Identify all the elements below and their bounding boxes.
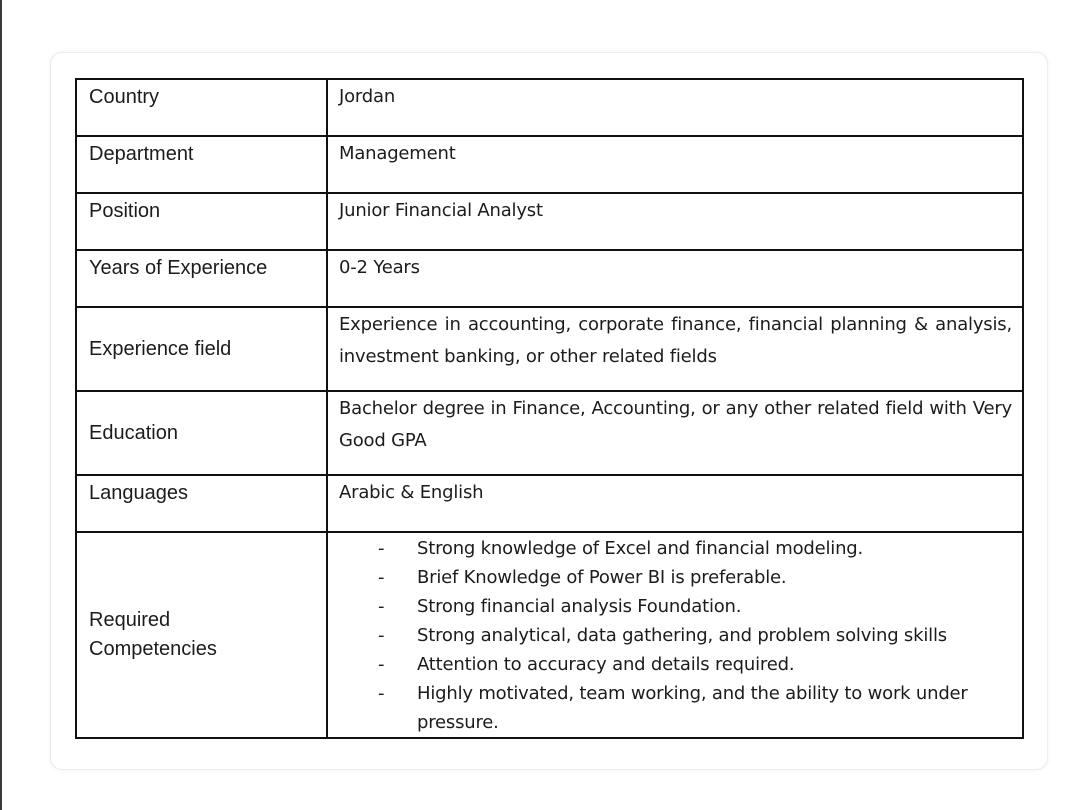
dash-bullet: -	[378, 596, 385, 617]
table-row-department	[76, 136, 1023, 193]
row-label: Experience field	[76, 307, 327, 391]
table-row-required-competencies	[76, 532, 1023, 738]
table-row-languages	[76, 475, 1023, 532]
screen-edge	[0, 0, 2, 810]
row-label: Country	[76, 79, 327, 136]
row-label: Languages	[76, 475, 327, 532]
table-row-experience-field	[76, 307, 1023, 391]
row-label: Education	[76, 391, 327, 475]
table-row-position	[76, 193, 1023, 250]
list-item: - Strong analytical, data gathering, and problem solving skills	[328, 621, 1012, 650]
dash-bullet: -	[378, 654, 385, 675]
dash-bullet: -	[378, 567, 385, 588]
table-row-country	[76, 79, 1023, 136]
list-item: - Brief Knowledge of Power BI is preferable.	[328, 563, 1012, 592]
row-label-line-1: Required	[89, 609, 171, 631]
row-value: 0-2 Years	[327, 250, 1023, 307]
dash-bullet: -	[378, 625, 385, 646]
table-row-years-of-experience	[76, 250, 1023, 307]
row-value: Jordan	[327, 79, 1023, 136]
row-label: Department	[76, 136, 327, 193]
list-item: - Attention to accuracy and details required.	[328, 650, 1012, 679]
row-label: Years of Experience	[76, 250, 327, 307]
row-value: Junior Financial Analyst	[327, 193, 1023, 250]
competencies-list	[328, 534, 1012, 737]
row-label: Position	[76, 193, 327, 250]
list-item: - Strong knowledge of Excel and financial modeling.	[328, 534, 1012, 563]
dash-bullet: -	[378, 538, 385, 559]
row-label-line-2: Competencies	[89, 638, 217, 660]
row-value: Bachelor degree in Finance, Accounting, or any other related field with Very Good GPA	[327, 391, 1023, 475]
row-label	[76, 532, 327, 738]
dash-bullet: -	[378, 683, 385, 704]
list-item: - Strong financial analysis Foundation.	[328, 592, 1012, 621]
table-row-education	[76, 391, 1023, 475]
job-details-table	[75, 78, 1024, 739]
row-value: Arabic & English	[327, 475, 1023, 532]
row-value: Experience in accounting, corporate finance, financial planning & analysis, investment banking, or other related fields	[327, 307, 1023, 391]
row-value	[327, 532, 1023, 738]
list-item: - Highly motivated, team working, and the ability to work under pressure.	[328, 679, 1012, 737]
row-value: Management	[327, 136, 1023, 193]
